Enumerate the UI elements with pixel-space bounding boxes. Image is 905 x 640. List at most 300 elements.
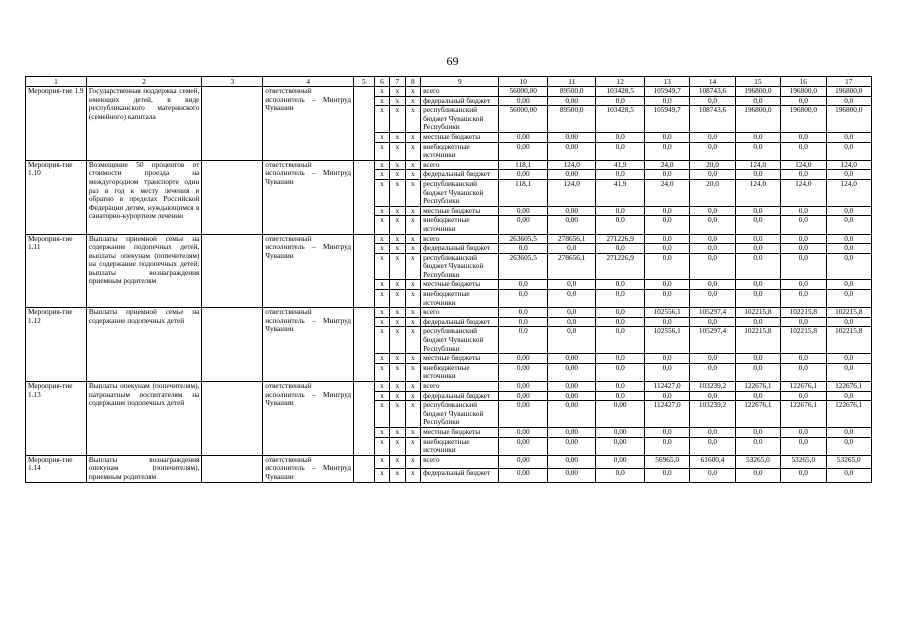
amount-cell: 0,00 <box>547 142 595 160</box>
amount-cell: 0,0 <box>499 308 547 318</box>
amount-cell: 0,0 <box>690 354 735 364</box>
amount-cell: 0,00 <box>499 391 547 401</box>
amount-cell: 196800,0 <box>735 87 780 97</box>
mark-cell: х <box>374 290 389 308</box>
empty-cell <box>202 87 263 161</box>
event-name: Выплаты опекунам (попечителям), патронатным воспитателям на содержание подопечных детей <box>86 382 202 456</box>
amount-cell: 0,0 <box>499 244 547 254</box>
amount-cell: 0,00 <box>499 382 547 392</box>
amount-cell: 124,0 <box>781 179 826 206</box>
event-executor: ответственный исполнитель – Минтруд Чувашии <box>263 308 354 382</box>
amount-cell: 53265,0 <box>826 455 872 468</box>
amount-cell: 0,0 <box>735 427 780 437</box>
mark-cell: х <box>405 382 420 392</box>
amount-cell: 0,0 <box>690 290 735 308</box>
amount-cell: 102215,8 <box>735 327 780 354</box>
amount-cell: 0,0 <box>690 437 735 455</box>
amount-cell: 0,00 <box>499 427 547 437</box>
amount-cell: 0,00 <box>547 363 595 381</box>
amount-cell: 0,0 <box>690 363 735 381</box>
funding-source: республиканский бюджет Чувашской Республики <box>421 327 499 354</box>
amount-cell: 0,0 <box>596 317 644 327</box>
page-number: 69 <box>446 54 459 68</box>
amount-cell: 0,0 <box>644 354 689 364</box>
funding-source: республиканский бюджет Чувашской Республики <box>421 106 499 133</box>
amount-cell: 0,0 <box>596 206 644 216</box>
mark-cell: х <box>390 427 405 437</box>
column-number: 4 <box>263 77 354 87</box>
amount-cell: 0,00 <box>596 455 644 468</box>
amount-cell: 0,0 <box>644 469 689 482</box>
amount-cell: 0,00 <box>547 96 595 106</box>
mark-cell: х <box>390 253 405 280</box>
amount-cell: 0,0 <box>781 469 826 482</box>
amount-cell: 0,0 <box>826 234 872 244</box>
amount-cell: 0,0 <box>826 170 872 180</box>
mark-cell: х <box>405 160 420 170</box>
amount-cell: 105949,7 <box>644 87 689 97</box>
column-number: 15 <box>735 77 780 87</box>
mark-cell: х <box>405 179 420 206</box>
amount-cell: 89500,0 <box>547 87 595 97</box>
amount-cell: 124,0 <box>547 160 595 170</box>
mark-cell: х <box>374 179 389 206</box>
amount-cell: 0,0 <box>644 170 689 180</box>
mark-cell: х <box>390 96 405 106</box>
amount-cell: 0,0 <box>735 469 780 482</box>
event-executor: ответственный исполнитель – Минтруд Чувашии <box>263 160 354 234</box>
amount-cell: 0,0 <box>826 253 872 280</box>
amount-cell: 0,0 <box>644 244 689 254</box>
amount-cell: 0,0 <box>644 96 689 106</box>
mark-cell: х <box>405 96 420 106</box>
amount-cell: 0,0 <box>735 96 780 106</box>
table-row <box>26 160 872 170</box>
mark-cell: х <box>405 234 420 244</box>
amount-cell: 122676,1 <box>735 401 780 428</box>
mark-cell: х <box>405 363 420 381</box>
funding-source: всего <box>421 455 499 468</box>
amount-cell: 0,0 <box>596 363 644 381</box>
amount-cell: 108743,6 <box>690 106 735 133</box>
amount-cell: 0,00 <box>499 142 547 160</box>
amount-cell: 0,00 <box>547 206 595 216</box>
amount-cell: 0,0 <box>826 469 872 482</box>
column-number: 6 <box>374 77 389 87</box>
table-row <box>26 87 872 97</box>
amount-cell: 89500,0 <box>547 106 595 133</box>
amount-cell: 0,0 <box>596 142 644 160</box>
amount-cell: 112427,0 <box>644 401 689 428</box>
funding-source: всего <box>421 87 499 97</box>
event-number: Мероприя-тие 1.9 <box>26 87 87 161</box>
amount-cell: 0,0 <box>690 216 735 234</box>
mark-cell: х <box>374 206 389 216</box>
amount-cell: 0,0 <box>735 437 780 455</box>
amount-cell: 124,0 <box>735 160 780 170</box>
amount-cell: 0,0 <box>690 132 735 142</box>
amount-cell: 0,00 <box>499 96 547 106</box>
amount-cell: 102215,8 <box>735 308 780 318</box>
empty-cell <box>202 308 263 382</box>
mark-cell: х <box>405 253 420 280</box>
mark-cell: х <box>390 170 405 180</box>
amount-cell: 0,00 <box>499 354 547 364</box>
amount-cell: 0,0 <box>644 427 689 437</box>
amount-cell: 53265,0 <box>735 455 780 468</box>
amount-cell: 0,0 <box>499 317 547 327</box>
mark-cell: х <box>374 170 389 180</box>
amount-cell: 263605,5 <box>499 234 547 244</box>
amount-cell: 196800,0 <box>826 106 872 133</box>
amount-cell: 0,0 <box>499 290 547 308</box>
amount-cell: 0,0 <box>826 244 872 254</box>
mark-cell: х <box>374 354 389 364</box>
mark-cell: х <box>405 244 420 254</box>
amount-cell: 0,0 <box>781 244 826 254</box>
amount-cell: 0,0 <box>781 216 826 234</box>
event-number: Мероприя-тие 1.10 <box>26 160 87 234</box>
amount-cell: 0,0 <box>690 427 735 437</box>
amount-cell: 0,0 <box>781 290 826 308</box>
event-number: Мероприя-тие 1.13 <box>26 382 87 456</box>
amount-cell: 0,0 <box>735 363 780 381</box>
column-number: 5 <box>354 77 375 87</box>
amount-cell: 0,00 <box>547 391 595 401</box>
amount-cell: 271226,9 <box>596 234 644 244</box>
mark-cell: х <box>390 391 405 401</box>
amount-cell: 0,0 <box>644 253 689 280</box>
event-name: Выплаты приемной семье на содержание подопечных детей, выплаты опекунам (попечителям) на содержание подопечных детей; выплаты вознаграждения приемным родителям <box>86 234 202 308</box>
amount-cell: 0,0 <box>781 437 826 455</box>
funding-source: федеральный бюджет <box>421 170 499 180</box>
amount-cell: 0,0 <box>735 234 780 244</box>
amount-cell: 0,0 <box>547 290 595 308</box>
amount-cell: 122676,1 <box>735 382 780 392</box>
column-number: 11 <box>547 77 595 87</box>
mark-cell: х <box>374 308 389 318</box>
amount-cell: 0,0 <box>547 244 595 254</box>
amount-cell: 105949,7 <box>644 106 689 133</box>
amount-cell: 0,0 <box>735 317 780 327</box>
mark-cell: х <box>374 327 389 354</box>
mark-cell: х <box>390 317 405 327</box>
amount-cell: 0,0 <box>596 280 644 290</box>
mark-cell: х <box>390 469 405 482</box>
amount-cell: 0,0 <box>690 170 735 180</box>
amount-cell: 0,00 <box>547 469 595 482</box>
amount-cell: 0,0 <box>735 170 780 180</box>
amount-cell: 0,0 <box>690 317 735 327</box>
amount-cell: 24,0 <box>644 179 689 206</box>
amount-cell: 102215,8 <box>781 308 826 318</box>
mark-cell: х <box>390 244 405 254</box>
amount-cell: 0,0 <box>690 142 735 160</box>
mark-cell: х <box>405 469 420 482</box>
amount-cell: 118,1 <box>499 179 547 206</box>
column-number: 12 <box>596 77 644 87</box>
amount-cell: 0,0 <box>596 391 644 401</box>
funding-source: республиканский бюджет Чувашской Республики <box>421 253 499 280</box>
funding-source: федеральный бюджет <box>421 244 499 254</box>
amount-cell: 0,00 <box>499 401 547 428</box>
amount-cell: 0,0 <box>690 391 735 401</box>
amount-cell: 0,00 <box>547 455 595 468</box>
amount-cell: 112427,0 <box>644 382 689 392</box>
amount-cell: 0,0 <box>781 170 826 180</box>
amount-cell: 0,0 <box>781 96 826 106</box>
mark-cell: х <box>374 469 389 482</box>
funding-source: всего <box>421 308 499 318</box>
amount-cell: 0,0 <box>781 206 826 216</box>
amount-cell: 0,0 <box>826 317 872 327</box>
funding-source: федеральный бюджет <box>421 96 499 106</box>
mark-cell: х <box>405 280 420 290</box>
empty-cell <box>354 234 375 308</box>
amount-cell: 105297,4 <box>690 327 735 354</box>
amount-cell: 0,0 <box>826 206 872 216</box>
amount-cell: 0,0 <box>781 132 826 142</box>
mark-cell: х <box>405 290 420 308</box>
amount-cell: 56000,00 <box>499 106 547 133</box>
mark-cell: х <box>374 317 389 327</box>
amount-cell: 24,0 <box>644 160 689 170</box>
amount-cell: 0,0 <box>826 437 872 455</box>
amount-cell: 271226,9 <box>596 253 644 280</box>
mark-cell: х <box>405 437 420 455</box>
funding-source: местные бюджеты <box>421 206 499 216</box>
amount-cell: 278656,1 <box>547 234 595 244</box>
amount-cell: 0,00 <box>547 354 595 364</box>
mark-cell: х <box>374 455 389 468</box>
amount-cell: 103239,2 <box>690 382 735 392</box>
amount-cell: 103239,2 <box>690 401 735 428</box>
column-number: 17 <box>826 77 872 87</box>
amount-cell: 196800,0 <box>735 106 780 133</box>
mark-cell: х <box>390 401 405 428</box>
column-number: 8 <box>405 77 420 87</box>
amount-cell: 0,0 <box>735 142 780 160</box>
empty-cell <box>354 160 375 234</box>
amount-cell: 0,0 <box>644 132 689 142</box>
amount-cell: 0,00 <box>547 427 595 437</box>
mark-cell: х <box>374 132 389 142</box>
event-executor: ответственный исполнитель – Минтруд Чувашии <box>263 87 354 161</box>
amount-cell: 0,0 <box>596 469 644 482</box>
amount-cell: 0,00 <box>547 170 595 180</box>
mark-cell: х <box>405 142 420 160</box>
amount-cell: 0,0 <box>596 327 644 354</box>
mark-cell: х <box>405 427 420 437</box>
amount-cell: 0,0 <box>735 216 780 234</box>
amount-cell: 0,0 <box>690 469 735 482</box>
amount-cell: 122676,1 <box>781 382 826 392</box>
mark-cell: х <box>374 234 389 244</box>
amount-cell: 0,0 <box>826 280 872 290</box>
table-row <box>26 234 872 244</box>
funding-source: республиканский бюджет Чувашской Республики <box>421 401 499 428</box>
amount-cell: 0,0 <box>596 382 644 392</box>
amount-cell: 102556,1 <box>644 327 689 354</box>
amount-cell: 0,00 <box>499 437 547 455</box>
mark-cell: х <box>374 142 389 160</box>
amount-cell: 0,0 <box>781 280 826 290</box>
amount-cell: 124,0 <box>735 179 780 206</box>
funding-source: внебюджетные источники <box>421 142 499 160</box>
amount-cell: 0,0 <box>826 142 872 160</box>
amount-cell: 0,0 <box>781 391 826 401</box>
mark-cell: х <box>405 87 420 97</box>
amount-cell: 56965,0 <box>644 455 689 468</box>
empty-cell <box>202 455 263 482</box>
mark-cell: х <box>374 244 389 254</box>
mark-cell: х <box>390 327 405 354</box>
mark-cell: х <box>390 106 405 133</box>
mark-cell: х <box>405 391 420 401</box>
amount-cell: 0,0 <box>644 280 689 290</box>
funding-source: федеральный бюджет <box>421 391 499 401</box>
amount-cell: 196800,0 <box>781 106 826 133</box>
amount-cell: 0,00 <box>499 363 547 381</box>
table-row <box>26 382 872 392</box>
amount-cell: 0,00 <box>499 216 547 234</box>
amount-cell: 0,0 <box>781 427 826 437</box>
mark-cell: х <box>374 382 389 392</box>
amount-cell: 0,0 <box>826 391 872 401</box>
funding-source: республиканский бюджет Чувашской Республики <box>421 179 499 206</box>
funding-source: местные бюджеты <box>421 280 499 290</box>
mark-cell: х <box>390 363 405 381</box>
mark-cell: х <box>374 106 389 133</box>
amount-cell: 0,0 <box>690 206 735 216</box>
mark-cell: х <box>405 106 420 133</box>
mark-cell: х <box>390 179 405 206</box>
mark-cell: х <box>374 363 389 381</box>
amount-cell: 0,0 <box>644 142 689 160</box>
event-executor: ответственный исполнитель – Минтруд Чувашии <box>263 382 354 456</box>
empty-cell <box>202 234 263 308</box>
funding-source: внебюджетные источники <box>421 290 499 308</box>
amount-cell: 278656,1 <box>547 253 595 280</box>
mark-cell: х <box>405 401 420 428</box>
amount-cell: 56000,00 <box>499 87 547 97</box>
mark-cell: х <box>374 96 389 106</box>
mark-cell: х <box>405 308 420 318</box>
amount-cell: 105297,4 <box>690 308 735 318</box>
amount-cell: 124,0 <box>781 160 826 170</box>
amount-cell: 0,0 <box>499 327 547 354</box>
amount-cell: 0,0 <box>781 142 826 160</box>
mark-cell: х <box>374 401 389 428</box>
funding-source: внебюджетные источники <box>421 363 499 381</box>
mark-cell: х <box>374 160 389 170</box>
amount-cell: 0,0 <box>781 234 826 244</box>
mark-cell: х <box>390 132 405 142</box>
amount-cell: 0,0 <box>596 308 644 318</box>
event-number: Мероприя-тие 1.11 <box>26 234 87 308</box>
mark-cell: х <box>405 206 420 216</box>
amount-cell: 0,0 <box>781 363 826 381</box>
amount-cell: 102215,8 <box>826 327 872 354</box>
amount-cell: 0,00 <box>499 455 547 468</box>
amount-cell: 122676,1 <box>826 382 872 392</box>
amount-cell: 0,0 <box>735 253 780 280</box>
amount-cell: 0,0 <box>826 132 872 142</box>
empty-cell <box>354 87 375 161</box>
table-row <box>26 455 872 468</box>
mark-cell: х <box>390 382 405 392</box>
amount-cell: 0,0 <box>547 327 595 354</box>
program-funding-table <box>25 76 872 483</box>
amount-cell: 108743,6 <box>690 87 735 97</box>
amount-cell: 0,0 <box>644 317 689 327</box>
mark-cell: х <box>390 206 405 216</box>
amount-cell: 61600,4 <box>690 455 735 468</box>
funding-source: федеральный бюджет <box>421 317 499 327</box>
empty-cell <box>354 455 375 482</box>
column-number: 14 <box>690 77 735 87</box>
amount-cell: 0,0 <box>644 363 689 381</box>
amount-cell: 0,00 <box>547 437 595 455</box>
event-executor: ответственный исполнитель – Минтруд Чувашии <box>263 455 354 482</box>
amount-cell: 0,0 <box>735 244 780 254</box>
mark-cell: х <box>390 354 405 364</box>
mark-cell: х <box>390 280 405 290</box>
amount-cell: 102215,8 <box>781 327 826 354</box>
mark-cell: х <box>405 216 420 234</box>
column-number: 3 <box>202 77 263 87</box>
amount-cell: 0,0 <box>644 391 689 401</box>
amount-cell: 0,0 <box>499 280 547 290</box>
column-number: 13 <box>644 77 689 87</box>
amount-cell: 0,0 <box>826 290 872 308</box>
mark-cell: х <box>390 216 405 234</box>
amount-cell: 0,0 <box>735 206 780 216</box>
funding-source: местные бюджеты <box>421 132 499 142</box>
funding-source: всего <box>421 160 499 170</box>
amount-cell: 0,0 <box>781 253 826 280</box>
amount-cell: 102215,8 <box>826 308 872 318</box>
mark-cell: х <box>374 87 389 97</box>
amount-cell: 0,00 <box>596 401 644 428</box>
amount-cell: 0,0 <box>547 317 595 327</box>
amount-cell: 0,0 <box>596 96 644 106</box>
amount-cell: 102556,1 <box>644 308 689 318</box>
amount-cell: 196800,0 <box>781 87 826 97</box>
amount-cell: 0,0 <box>735 280 780 290</box>
amount-cell: 0,0 <box>596 132 644 142</box>
amount-cell: 0,00 <box>499 170 547 180</box>
amount-cell: 0,0 <box>690 253 735 280</box>
amount-cell: 0,0 <box>690 244 735 254</box>
funding-source: внебюджетные источники <box>421 216 499 234</box>
amount-cell: 0,0 <box>781 354 826 364</box>
amount-cell: 0,00 <box>596 427 644 437</box>
amount-cell: 0,00 <box>547 132 595 142</box>
amount-cell: 0,00 <box>547 216 595 234</box>
amount-cell: 0,00 <box>547 401 595 428</box>
mark-cell: х <box>374 280 389 290</box>
amount-cell: 41,9 <box>596 179 644 206</box>
empty-cell <box>354 308 375 382</box>
mark-cell: х <box>405 170 420 180</box>
amount-cell: 0,0 <box>826 96 872 106</box>
amount-cell: 0,00 <box>499 206 547 216</box>
amount-cell: 124,0 <box>547 179 595 206</box>
column-number: 9 <box>421 77 499 87</box>
event-name: Выплаты вознаграждения опекунам (попечителям), приемным родителям <box>86 455 202 482</box>
amount-cell: 122676,1 <box>826 401 872 428</box>
